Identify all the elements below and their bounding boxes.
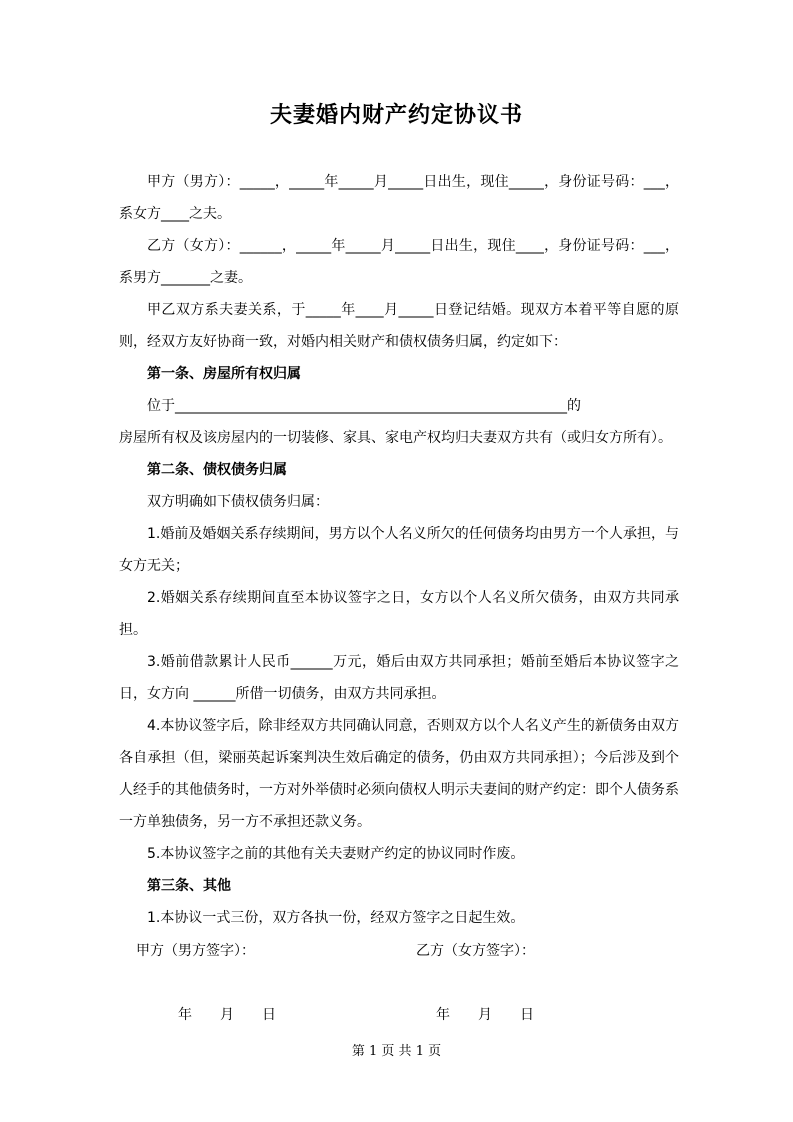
party-a-paragraph: 甲方（男方）：_____，_____年_____月_____日出生，现住_____，身份证号码：___，系女方____之夫。 xyxy=(119,174,679,222)
article-1-line-2: 房屋所有权及该房屋内的一切装修、家具、家电产权均归夫妻双方共有（或归女方所有）。 xyxy=(119,430,672,446)
article-3-item-1: 1.本协议一式三份，双方各执一份，经双方签字之日起生效。 xyxy=(147,910,525,926)
article-2-item-3: 3.婚前借款累计人民币______万元，婚后由双方共同承担；婚前至婚后本协议签字之日，女方向 ______所借一切债务，由双方共同承担。 xyxy=(119,654,679,702)
page-footer: 第 1 页 共 1 页 xyxy=(351,1044,442,1059)
article-2-item-2: 2.婚姻关系存续期间直至本协议签字之日，女方以个人名义所欠债务，由双方共同承担。 xyxy=(119,590,679,638)
document-title: 夫妻婚内财产约定协议书 xyxy=(269,102,523,128)
party-b-date: 年 月 日 xyxy=(436,1007,534,1023)
article-2-item-5: 5.本协议签字之前的其他有关夫妻财产约定的协议同时作废。 xyxy=(147,846,525,862)
marriage-paragraph: 甲乙双方系夫妻关系，于_____年____月_____日登记结婚。现双方本着平等自愿的原则，经双方友好协商一致，对婚内相关财产和债权债务归属，约定如下： xyxy=(119,302,679,350)
document-body xyxy=(119,166,679,934)
article-2-item-1: 1.婚前及婚姻关系存续期间，男方以个人名义所欠的任何债务均由男方一个人承担，与女方无关； xyxy=(119,526,679,574)
article-2-intro: 双方明确如下债权债务归属： xyxy=(147,494,329,510)
article-3-heading: 第三条、其他 xyxy=(147,878,231,894)
article-2-heading: 第二条、债权债务归属 xyxy=(147,462,287,478)
party-a-signature-label: 甲方（男方签字）： xyxy=(136,943,255,959)
article-1-line-1: 位于________________________________________________________的 xyxy=(147,398,581,414)
party-b-signature-label: 乙方（女方签字）： xyxy=(416,943,535,959)
party-b-paragraph: 乙方（女方）：______，_____年_____月_____日出生，现住____，身份证号码：___，系男方_______之妻。 xyxy=(119,238,679,286)
article-1-heading: 第一条、房屋所有权归属 xyxy=(147,366,301,382)
party-a-date: 年 月 日 xyxy=(178,1007,276,1023)
article-2-item-4: 4.本协议签字后，除非经双方共同确认同意，否则双方以个人名义产生的新债务由双方各自承担（但，梁丽英起诉案判决生效后确定的债务，仍由双方共同承担）；今后涉及到个人经手的其他债务时，一方对外举债时必须向债权人明示夫妻间的财产约定：即个人债务系一方单独债务，另一方不承担还款义务。 xyxy=(119,718,679,830)
